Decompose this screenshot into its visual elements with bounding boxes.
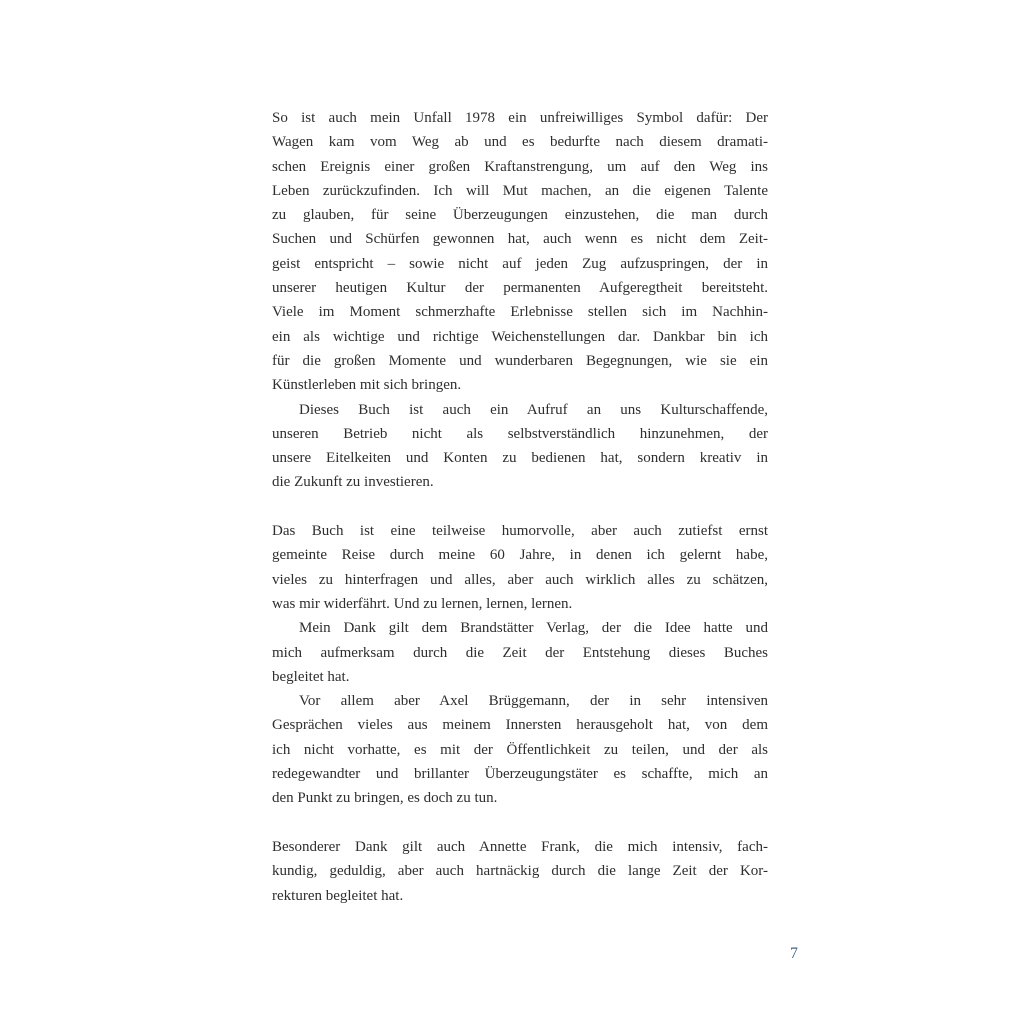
page-text [272, 106, 768, 908]
text-line: begleitet hat. [272, 668, 350, 685]
text-line: Dieses Buch ist auch ein Aufruf an uns Kulturschaffende, [299, 401, 768, 418]
text-line: gemeinte Reise durch meine 60 Jahre, in denen ich gelernt habe, [272, 547, 768, 564]
text-line: für die großen Momente und wunderbaren Begegnungen, wie sie ein [272, 352, 768, 369]
text-line: Besonderer Dank gilt auch Annette Frank, die mich intensiv, fach- [272, 838, 768, 855]
text-line: Künstlerleben mit sich bringen. [272, 377, 462, 394]
text-line: schen Ereignis einer großen Kraftanstrengung, um auf den Weg ins [272, 158, 768, 175]
paragraph [272, 689, 768, 810]
text-line: mich aufmerksam durch die Zeit der Entstehung dieses Buches [272, 644, 768, 661]
paragraph [272, 106, 768, 398]
text-line: unsere Eitelkeiten und Konten zu bedienen hat, sondern kreativ in [272, 450, 768, 467]
text-line: Das Buch ist eine teilweise humorvolle, aber auch zutiefst ernst [272, 523, 768, 540]
paragraph [272, 519, 768, 616]
text-line: vieles zu hinterfragen und alles, aber auch wirklich alles zu schätzen, [272, 571, 768, 588]
text-line: rekturen begleitet hat. [272, 887, 404, 904]
text-line: kundig, geduldig, aber auch hartnäckig durch die lange Zeit der Kor- [272, 863, 768, 880]
paragraph [272, 835, 768, 908]
text-line: geist entspricht – sowie nicht auf jeden Zug aufzuspringen, der in [272, 255, 768, 272]
text-line: ein als wichtige und richtige Weichenstellungen dar. Dankbar bin ich [272, 328, 768, 345]
text-line: Wagen kam vom Weg ab und es bedurfte nach diesem dramati- [272, 134, 768, 151]
text-line: Leben zurückzufinden. Ich will Mut machen, an die eigenen Talente [272, 182, 768, 199]
text-line: redegewandter und brillanter Überzeugungstäter es schaffte, mich an [272, 766, 768, 783]
text-line: zu glauben, für seine Überzeugungen einzustehen, die man durch [272, 207, 768, 224]
paragraph [272, 616, 768, 689]
text-line: Viele im Moment schmerzhafte Erlebnisse stellen sich im Nachhin- [272, 304, 768, 321]
text-line: ich nicht vorhatte, es mit der Öffentlichkeit zu teilen, und der als [272, 741, 768, 758]
page-number: 7 [790, 945, 798, 962]
text-line: unserer heutigen Kultur der permanenten Aufgeregtheit bereitsteht. [272, 280, 768, 297]
text-line: die Zukunft zu investieren. [272, 474, 434, 491]
text-line: Vor allem aber Axel Brüggemann, der in sehr intensiven [299, 693, 768, 710]
text-line: den Punkt zu bringen, es doch zu tun. [272, 790, 498, 807]
text-line: unseren Betrieb nicht als selbstverständlich hinzunehmen, der [272, 425, 768, 442]
text-line: Gesprächen vieles aus meinem Innersten herausgeholt hat, von dem [272, 717, 768, 734]
text-line: So ist auch mein Unfall 1978 ein unfreiwilliges Symbol dafür: Der [272, 110, 768, 126]
text-line: Mein Dank gilt dem Brandstätter Verlag, der die Idee hatte und [299, 620, 768, 637]
text-line: Suchen und Schürfen gewonnen hat, auch wenn es nicht dem Zeit- [272, 231, 768, 248]
paragraph [272, 398, 768, 495]
text-line: was mir widerfährt. Und zu lernen, lernen, lernen. [272, 595, 573, 612]
